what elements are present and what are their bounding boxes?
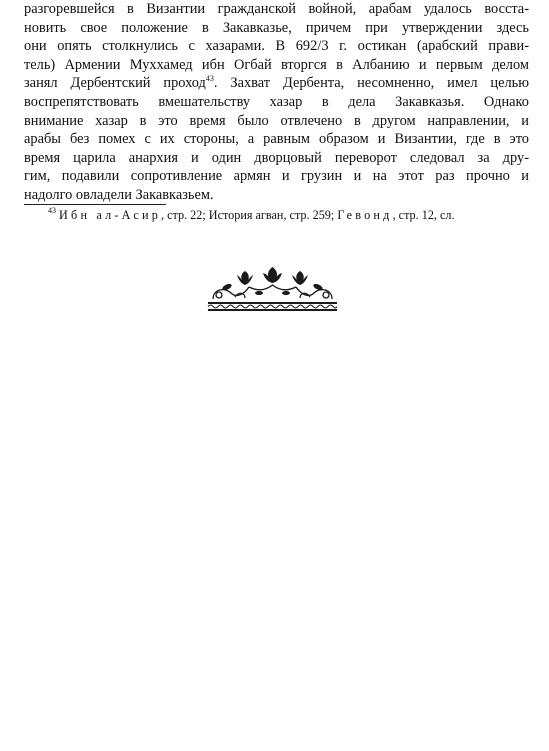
text-line-10: гим, подавили сопротивление армян и грузин и на этот раз прочно и <box>24 168 529 185</box>
footnote-reference-43[interactable]: 43 <box>205 74 214 84</box>
text-line-4: тель) Армении Муххамед ибн Огбай вторгся в Албанию и первым делом <box>24 56 529 73</box>
page-body <box>24 0 529 205</box>
text-line-7: внимание хазар в это время было отвлечено в другом направлении, и <box>24 112 529 129</box>
footnote-ref-2: , стр. 12, сл. <box>392 208 455 222</box>
text-line-3: они опять столкнулись с хазарами. В 692/3 г. остикан (арабский прави- <box>24 38 529 55</box>
footnote-author-1: Ибн ал-Асир <box>59 208 161 222</box>
text-line-8: арабы без помех с их стороны, а равным образом и Византии, где в это <box>24 131 529 148</box>
footnote-number: 43 <box>48 206 56 215</box>
footnote-author-2: Гевонд <box>337 208 393 222</box>
footnote-43 <box>48 208 530 223</box>
text-line-1: разгоревшейся в Византии гражданской войной, арабам удалось восста- <box>24 1 529 17</box>
text-line-9: время царила анархия и один дворцовый переворот следовал за дру- <box>24 149 529 166</box>
text-line-5-start: занял Дербентский проход <box>24 75 206 92</box>
main-paragraph <box>24 0 529 205</box>
floral-vignette-icon <box>205 263 340 313</box>
text-line-2: новить свое положение в Закавказье, причем при утверждении здесь <box>24 19 529 36</box>
text-line-11: надолго овладели Закавказьем. <box>24 186 214 203</box>
text-line-5 <box>24 74 529 93</box>
text-line-6: воспрепятствовать вмешательству хазар в дела Закавказья. Однако <box>24 93 529 110</box>
footnote-divider <box>24 204 166 205</box>
footnote-ref-1: , стр. 22; История агван, стр. 259; <box>161 208 338 222</box>
text-line-5-end: . Захват Дербента, несомненно, имел целью <box>213 75 530 92</box>
